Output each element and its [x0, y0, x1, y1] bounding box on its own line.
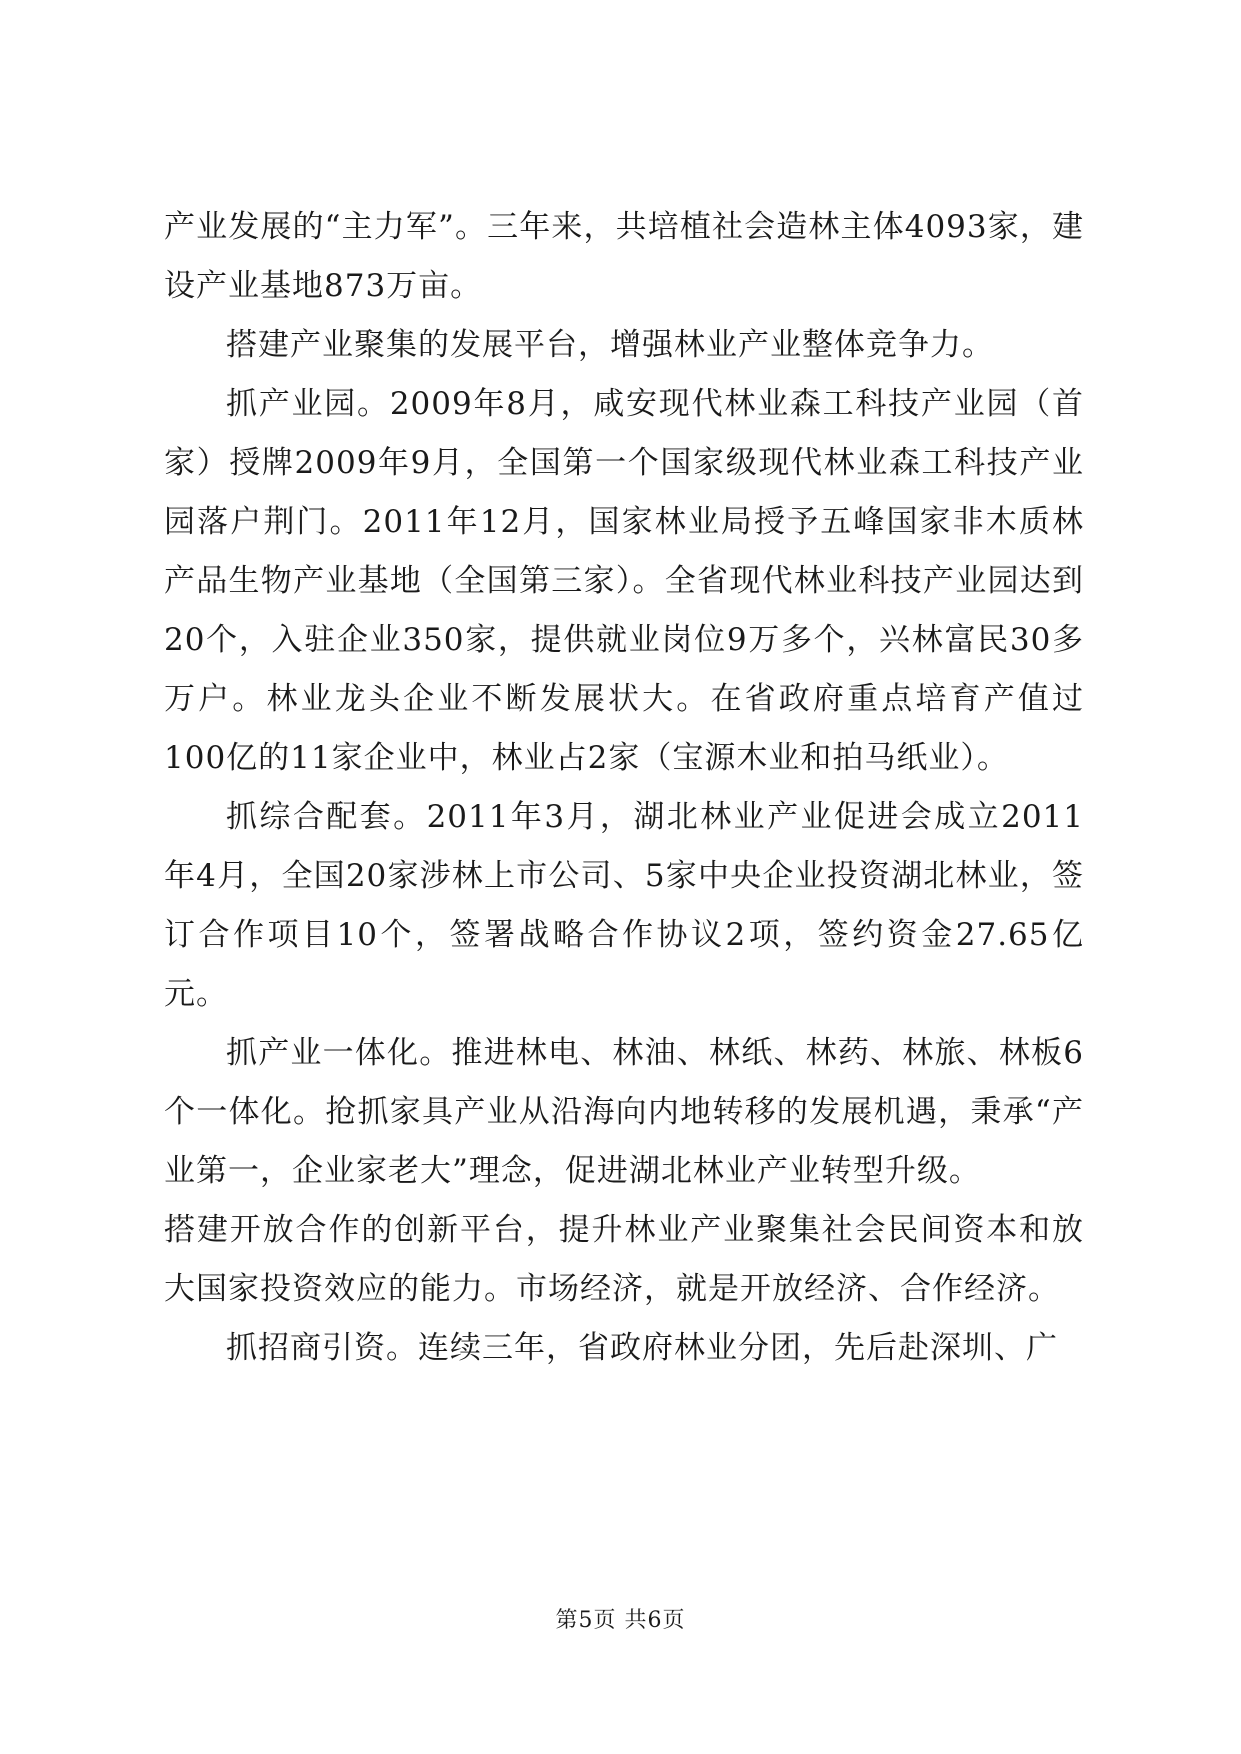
paragraph-7: 抓招商引资。连续三年，省政府林业分团，先后赴深圳、广 [226, 1330, 1058, 1366]
paragraph-1: 产业发展的“主力军”。三年来，共培植社会造林主体4093家，建设产业基地873万亩。 [164, 209, 1084, 304]
page-number-label: 第5页 共6页 [555, 1608, 686, 1633]
paragraph-4: 抓综合配套。2011年3月，湖北林业产业促进会成立2011年4月，全国20家涉林上市公司、5家中央企业投资湖北林业，签订合作项目10个，签署战略合作协议2项，签约资金27.65亿元。 [164, 799, 1084, 1012]
paragraph-2: 搭建产业聚集的发展平台，增强林业产业整体竞争力。 [226, 327, 994, 363]
paragraph-5: 抓产业一体化。推进林电、林油、林纸、林药、林旅、林板6个一体化。抢抓家具产业从沿海向内地转移的发展机遇，秉承“产业第一，企业家老大”理念，促进湖北林业产业转型升级。 [164, 1035, 1084, 1189]
page-footer [0, 1606, 1241, 1636]
document-body [164, 198, 1084, 1378]
paragraph-3: 抓产业园。2009年8月，咸安现代林业森工科技产业园（首家）授牌2009年9月，全国第一个国家级现代林业森工科技产业园落户荆门。2011年12月，国家林业局授予五峰国家非木质林产品生物产业基地（全国第三家）。全省现代林业科技产业园达到20个，入驻企业350家，提供就业岗位9万多个，兴林富民30多万户。林业龙头企业不断发展状大。在省政府重点培育产值过100亿的11家企业中，林业占2家（宝源木业和拍马纸业）。 [164, 386, 1084, 776]
paragraph-6: 搭建开放合作的创新平台，提升林业产业聚集社会民间资本和放大国家投资效应的能力。市场经济，就是开放经济、合作经济。 [164, 1212, 1084, 1307]
